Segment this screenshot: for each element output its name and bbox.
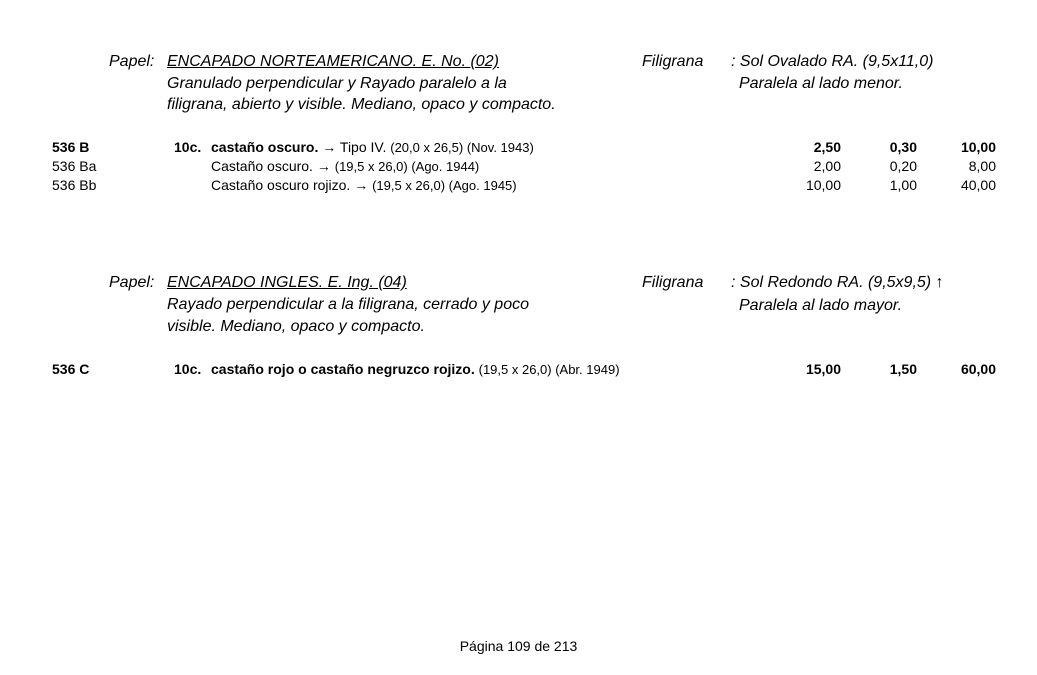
- catalog-id: 536 B: [52, 139, 90, 155]
- filigrana-note: Paralela al lado mayor.: [739, 297, 903, 314]
- page-number: Página 109 de 213: [459, 638, 578, 654]
- price-new: 2,00: [813, 158, 841, 174]
- price-used: 0,30: [889, 139, 917, 155]
- papel-description-line-2: visible. Mediano, opaco y compacto.: [167, 318, 425, 335]
- stamp-description: [211, 158, 479, 174]
- price-used: 1,00: [889, 177, 917, 193]
- price-cover: 8,00: [968, 158, 996, 174]
- face-value: 10c.: [174, 361, 202, 377]
- stamp-detail: (20,0 x 26,5) (Nov. 1943): [390, 140, 534, 155]
- arrow-icon: →: [316, 158, 331, 174]
- stamp-color: castaño oscuro.: [211, 139, 319, 155]
- papel-label: Papel:: [109, 274, 155, 291]
- stamp-color: castaño rojo o castaño negruzco rojizo.: [211, 361, 475, 377]
- filigrana-label: Filigrana: [642, 53, 704, 70]
- stamp-detail: (19,5 x 26,0) (Ago. 1944): [334, 159, 480, 174]
- price-cover: 10,00: [960, 139, 996, 155]
- arrow-icon: →: [322, 139, 337, 155]
- stamp-detail: (19,5 x 26,0) (Ago. 1945): [372, 178, 517, 193]
- stamp-description: [211, 177, 517, 193]
- stamp-color: Castaño oscuro.: [211, 158, 313, 174]
- filigrana-label: Filigrana: [642, 274, 704, 291]
- arrow-icon: →: [354, 177, 369, 193]
- stamp-description: [211, 139, 534, 155]
- papel-name: ENCAPADO INGLES. E. Ing. (04): [167, 274, 407, 291]
- papel-description-line-1: Granulado perpendicular y Rayado paralelo a la: [167, 75, 507, 92]
- stamp-detail: (19,5 x 26,0) (Abr. 1949): [478, 362, 620, 377]
- price-new: 2,50: [813, 139, 841, 155]
- price-new: 10,00: [805, 177, 841, 193]
- price-used: 0,20: [889, 158, 917, 174]
- papel-name: ENCAPADO NORTEAMERICANO. E. No. (02): [167, 53, 499, 70]
- price-new: 15,00: [805, 361, 841, 377]
- stamp-color: Castaño oscuro rojizo.: [211, 177, 351, 193]
- filigrana-note: Paralela al lado menor.: [739, 75, 903, 92]
- papel-label: Papel:: [109, 53, 155, 70]
- catalog-id: 536 Ba: [52, 158, 97, 174]
- catalog-id: 536 Bb: [52, 177, 97, 193]
- face-value: 10c.: [174, 139, 202, 155]
- price-cover: 60,00: [960, 361, 996, 377]
- papel-description-line-1: Rayado perpendicular a la filigrana, cerrado y poco: [167, 296, 529, 313]
- stamp-description: [211, 361, 620, 377]
- stamp-type: Tipo IV.: [339, 139, 387, 155]
- papel-description-line-2: filigrana, abierto y visible. Mediano, opaco y compacto.: [167, 96, 556, 113]
- price-cover: 40,00: [960, 177, 996, 193]
- filigrana-value: : Sol Redondo RA. (9,5x9,5) ↑: [731, 274, 944, 291]
- price-used: 1,50: [889, 361, 917, 377]
- filigrana-value: : Sol Ovalado RA. (9,5x11,0): [731, 53, 934, 70]
- catalog-id: 536 C: [52, 361, 90, 377]
